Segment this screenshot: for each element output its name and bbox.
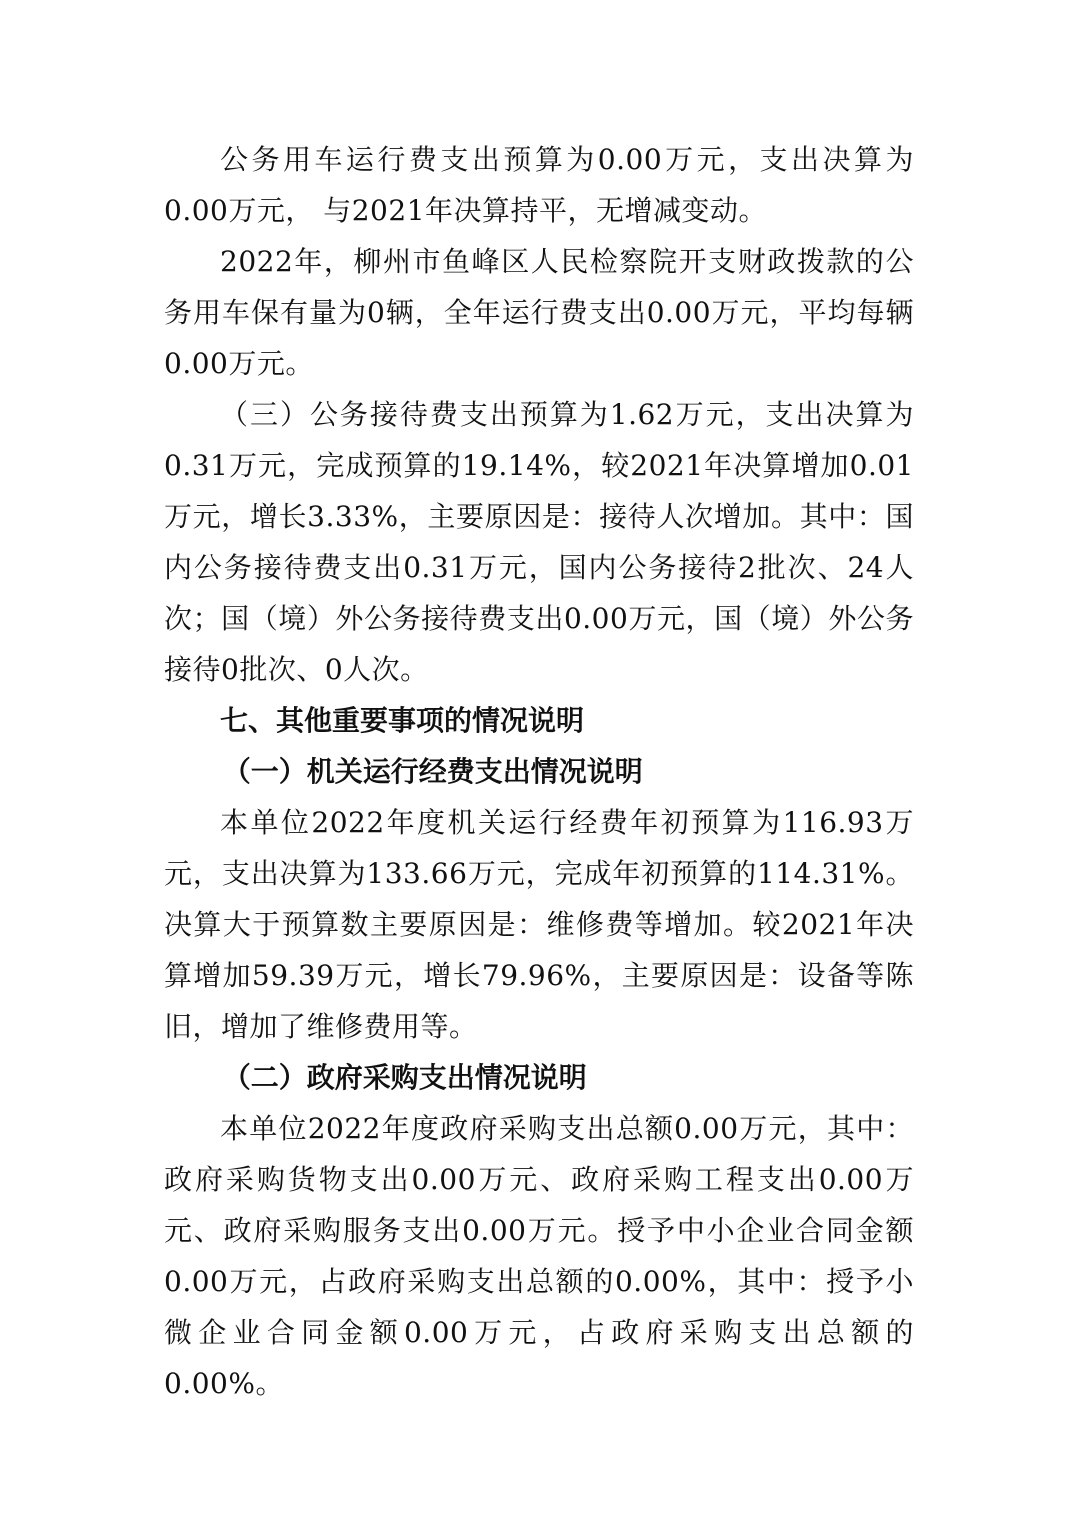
document-page bbox=[164, 134, 914, 1409]
paragraph-vehicle-operation: 公务用车运行费支出预算为0.00万元，支出决算为0.00万元， 与2021年决算持平，无增减变动。 bbox=[164, 143, 914, 227]
section-heading-other-matters: 七、其他重要事项的情况说明 bbox=[220, 704, 585, 737]
subheading-procurement: （二）政府采购支出情况说明 bbox=[222, 1061, 587, 1094]
subheading-operating-expenses: （一）机关运行经费支出情况说明 bbox=[222, 755, 643, 788]
paragraph-operating-expenses: 本单位2022年度机关运行经费年初预算为116.93万元，支出决算为133.66万元，完成年初预算的114.31%。决算大于预算数主要原因是：维修费等增加。较2021年决算增加59.39万元，增长79.96%，主要原因是：设备等陈旧，增加了维修费用等。 bbox=[164, 806, 914, 1043]
paragraph-vehicle-holdings: 2022年，柳州市鱼峰区人民检察院开支财政拨款的公务用车保有量为0辆，全年运行费支出0.00万元，平均每辆0.00万元。 bbox=[164, 245, 914, 380]
paragraph-reception-expenses: （三）公务接待费支出预算为1.62万元，支出决算为0.31万元，完成预算的19.14%，较2021年决算增加0.01万元，增长3.33%，主要原因是：接待人次增加。其中：国内公务接待费支出0.31万元，国内公务接待2批次、24人次；国（境）外公务接待费支出0.00万元，国（境）外公务接待0批次、0人次。 bbox=[164, 398, 914, 686]
paragraph-procurement: 本单位2022年度政府采购支出总额0.00万元，其中：政府采购货物支出0.00万元、政府采购工程支出0.00万元、政府采购服务支出0.00万元。授予中小企业合同金额0.00万元，占政府采购支出总额的0.00%，其中：授予小微企业合同金额0.00万元，占政府采购支出总额的0.00%。 bbox=[164, 1112, 914, 1400]
